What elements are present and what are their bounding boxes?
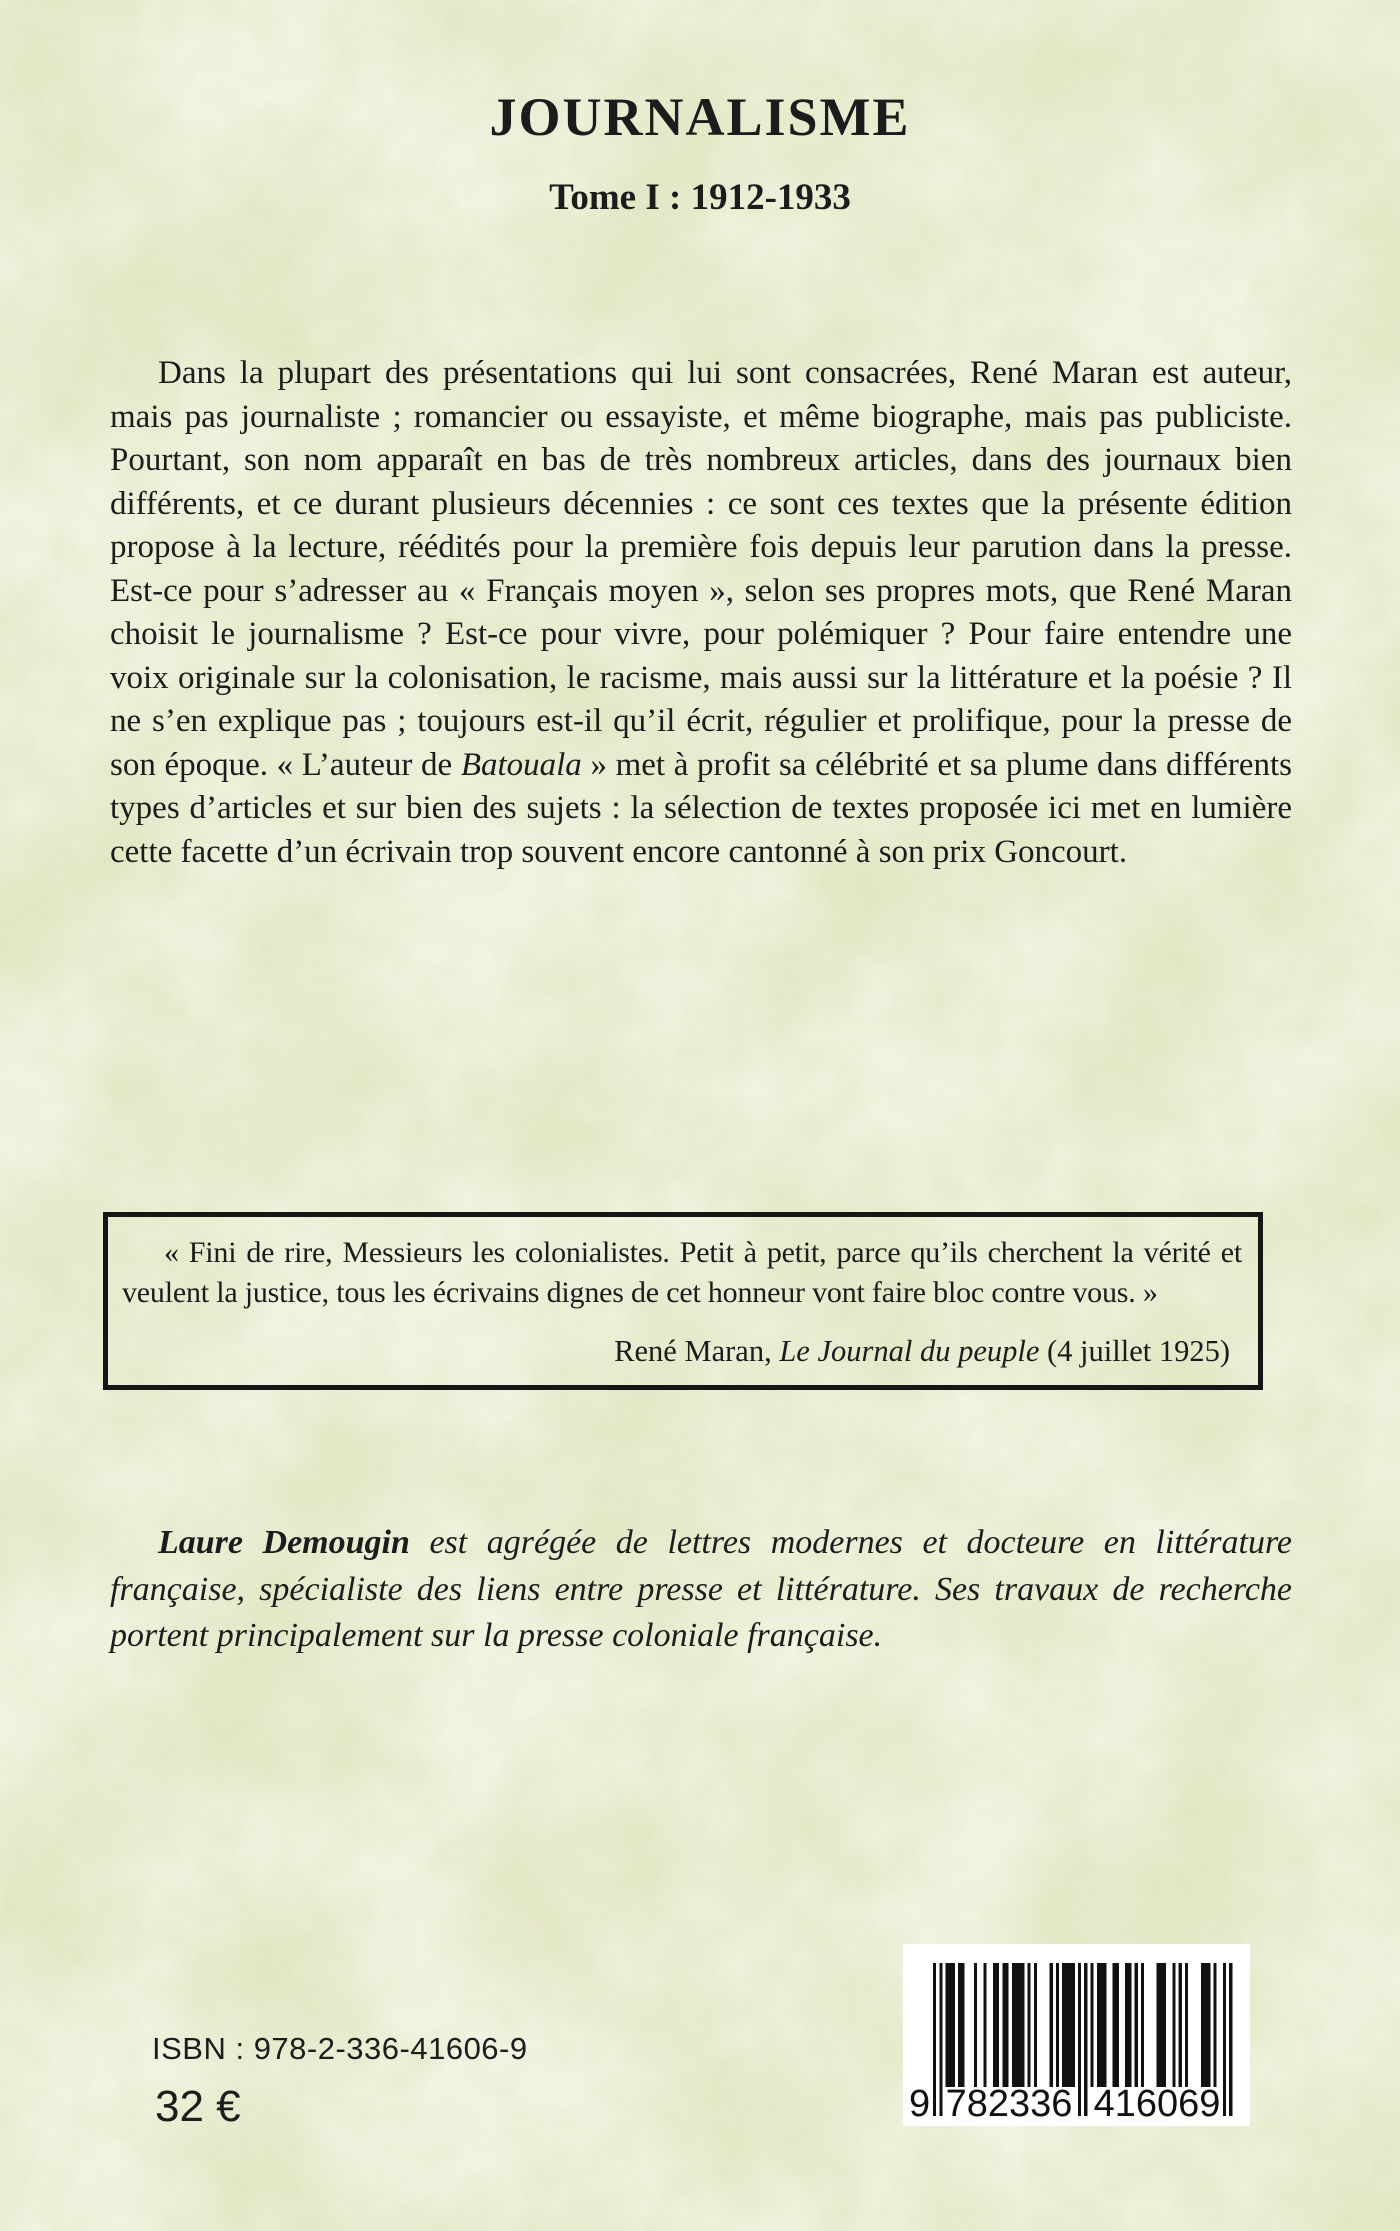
price-text: 32 € <box>155 2082 241 2131</box>
quote-text: « Fini de rire, Messieurs les colonialistes. Petit à petit, parce qu’ils cherchent la vérité et veulent la justice, tous les écrivains dignes de cet honneur vont faire bloc contre vous. » <box>122 1236 1242 1309</box>
synopsis-text-before: Dans la plupart des présentations qui lui sont consacrées, René Maran est auteur, mais pas journaliste ; romancier ou essayiste, et même biographe, mais pas publiciste. Pourtant, son nom apparaît en bas de très nombreux articles, dans des journaux bien différents, et ce durant plusieurs décennies : ce sont ces textes que la présente édition propose à la lecture, réédités pour la première fois depuis leur parution dans la presse. Est-ce pour s’adresser au « Français moyen », selon ses propres mots, que René Maran choisit le journalisme ? Est-ce pour vivre, pour polémiquer ? Pour faire entendre une voix originale sur la colonisation, le racisme, mais aussi sur la littérature et la poésie ? Il ne s’en explique pas ; toujours est-il qu’il écrit, régulier et prolifique, pour la presse de son époque. « L’auteur de <box>110 355 1292 783</box>
book-title: JOURNALISME <box>489 87 911 147</box>
synopsis-text-after: » met à profit sa célébrité et sa plume dans différents types d’articles et sur bien des sujets : la sélection de textes proposée ici met en lumière cette facette d’un écrivain trop souvent encore cantonné à son prix Goncourt. <box>110 746 1292 870</box>
author-name: Laure Demougin <box>158 1524 410 1561</box>
synopsis-cited-book-title: Batouala <box>460 746 582 783</box>
isbn-text: ISBN : 978-2-336-41606-9 <box>152 2031 528 2066</box>
author-bio-text: est agrégée de lettres modernes et docteure en littérature française, spécialiste des liens entre presse et littérature. Ses travaux de recherche portent principalement sur la presse coloniale française. <box>110 1524 1292 1654</box>
barcode-lead-digit: 9 <box>909 2083 931 2125</box>
synopsis-paragraph <box>110 352 1292 874</box>
barcode-left-group: 782336 <box>945 2083 1073 2125</box>
book-subtitle: Tome I : 1912-1933 <box>549 177 851 218</box>
quote-box <box>103 1212 1263 1390</box>
quote-attribution-name: René Maran, <box>614 1334 780 1368</box>
quote-attribution-work: Le Journal du peuple <box>779 1334 1040 1368</box>
quote-attribution <box>122 1331 1242 1371</box>
ean13-barcode <box>903 1944 1250 2126</box>
barcode-right-group: 416069 <box>1093 2083 1221 2125</box>
author-bio <box>110 1520 1292 1660</box>
quote-attribution-date: (4 juillet 1925) <box>1039 1334 1230 1368</box>
